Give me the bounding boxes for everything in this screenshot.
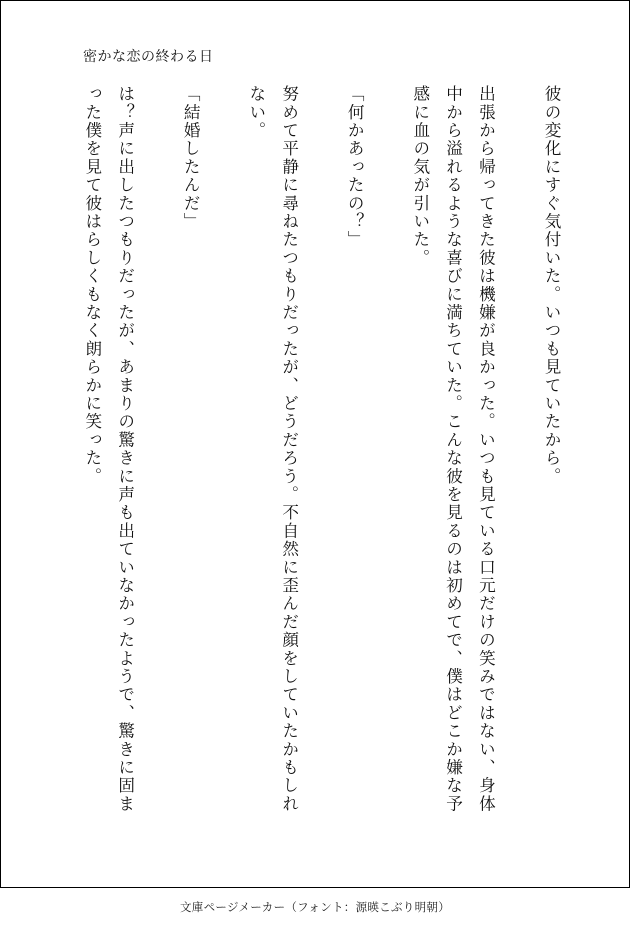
blank-line: [370, 85, 403, 815]
blank-line: [501, 85, 534, 815]
blank-line: [141, 85, 174, 815]
page-title: 密かな恋の終わる日: [83, 49, 214, 65]
paragraph-4: は？声に出したつもりだったが、あまりの驚きに声も出ていなかったようで、驚きに固まった僕を見て彼はらしくもなく朗らかに笑った。: [82, 85, 135, 813]
footer-credit: 文庫ページメーカー（フォント：源暎こぶり明朝）: [179, 900, 451, 914]
paragraph-1: 彼の変化にすぐ気付いた。いつも見ていたから。: [542, 85, 561, 486]
body-text: [75, 85, 567, 815]
paragraph-3: 努めて平静に尋ねたつもりだったが、どうだろう。不自然に歪んだ顔をしていたかもしれない。: [246, 85, 299, 813]
paragraph-2: 出張から帰ってきた彼は機嫌が良かった。いつも見ている口元だけの笑みではない、身体中から溢れるような喜びに満ちていた。こんな彼を見るのは初めてで、僕はどこか嫌な予感に血の気が引いた。: [410, 85, 496, 813]
blank-line: [206, 85, 239, 815]
dialogue-question: 「何かあったの？」: [345, 85, 365, 249]
dialogue-marriage: 「結婚したんだ」: [181, 85, 201, 231]
blank-line: [305, 85, 338, 815]
